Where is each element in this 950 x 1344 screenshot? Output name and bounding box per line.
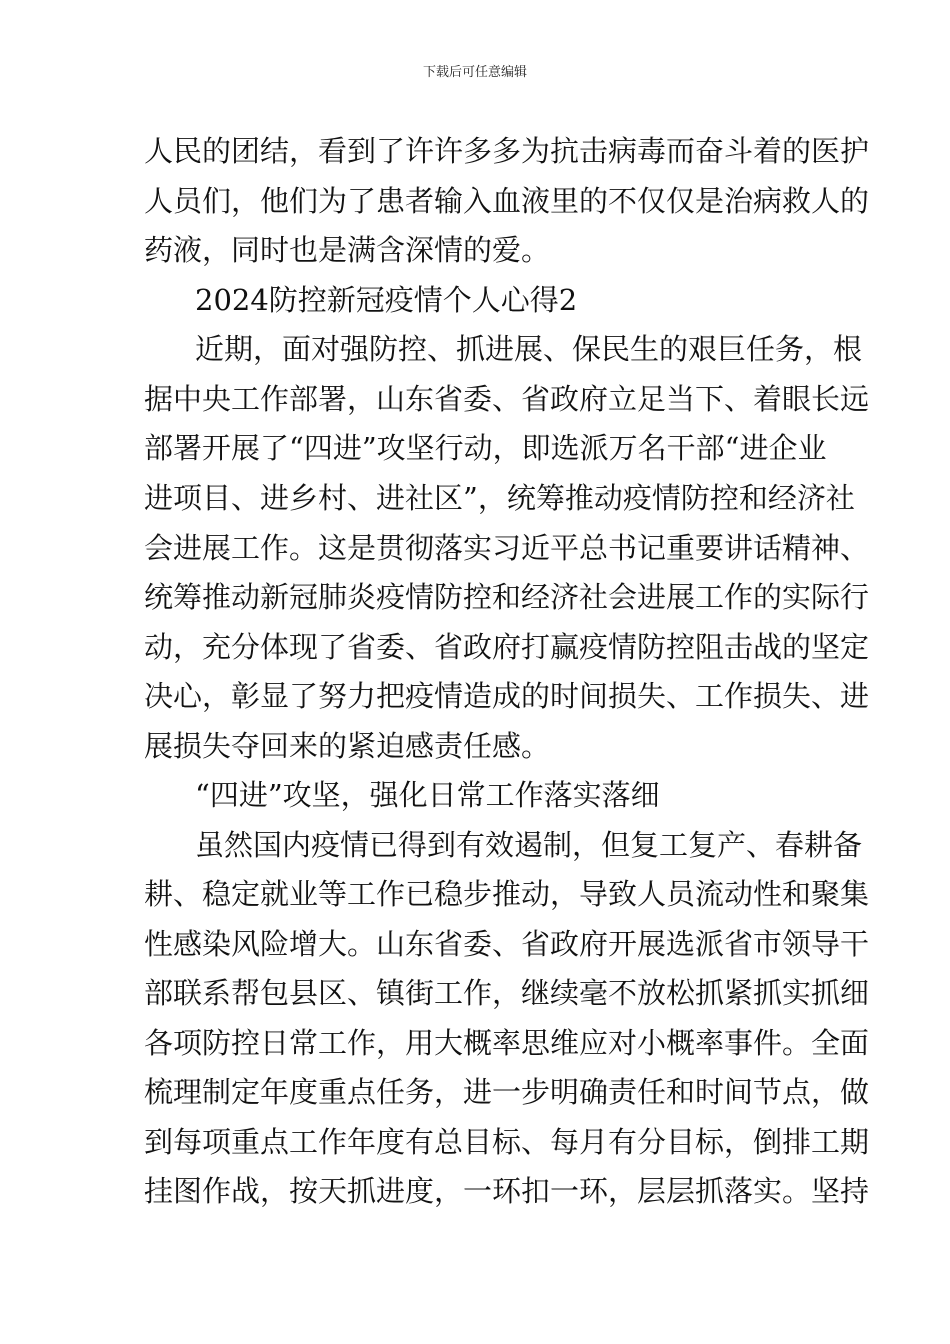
text-line: 梳理制定年度重点任务，进一步明确责任和时间节点，做 (144, 1075, 870, 1109)
text-line: 人员们，他们为了患者输入血液里的不仅仅是治病救人的 (144, 184, 870, 218)
text-line: 会进展工作。这是贯彻落实习近平总书记重要讲话精神、 (144, 531, 870, 565)
text-line: 耕、稳定就业等工作已稳步推动，导致人员流动性和聚集 (144, 877, 870, 911)
text-line: 性感染风险增大。山东省委、省政府开展选派省市领导干 (144, 927, 870, 961)
text-line: 各项防控日常工作，用大概率思维应对小概率事件。全面 (144, 1026, 870, 1060)
text-line: 进项目、进乡村、进社区”，统筹推动疫情防控和经济社 (144, 481, 855, 515)
text-line: 部署开展了“四进”攻坚行动，即选派万名干部“进企业 (144, 431, 827, 465)
text-line: 部联系帮包县区、镇街工作，继续毫不放松抓紧抓实抓细 (144, 976, 870, 1010)
text-line: 人民的团结，看到了许许多多为抗击病毒而奋斗着的医护 (144, 134, 870, 168)
text-line: 决心，彰显了努力把疫情造成的时间损失、工作损失、进 (144, 679, 870, 713)
page-header-note: 下载后可任意编辑 (422, 65, 527, 80)
section-heading: “四进”攻坚，强化日常工作落实落细 (195, 778, 660, 812)
text-line: 挂图作战，按天抓进度，一环扣一环，层层抓落实。坚持 (144, 1174, 870, 1208)
section-heading: 2024防控新冠疫情个人心得2 (195, 283, 578, 317)
text-line: 展损失夺回来的紧迫感责任感。 (144, 729, 551, 763)
text-line: 据中央工作部署，山东省委、省政府立足当下、着眼长远 (144, 382, 870, 416)
text-line: 统筹推动新冠肺炎疫情防控和经济社会进展工作的实际行 (144, 580, 870, 614)
text-line: 到每项重点工作年度有总目标、每月有分目标，倒排工期 (144, 1125, 870, 1159)
text-line: 近期，面对强防控、抓进展、保民生的艰巨任务，根 (195, 332, 863, 366)
text-line: 动，充分体现了省委、省政府打赢疫情防控阻击战的坚定 (144, 630, 870, 664)
text-line: 虽然国内疫情已得到有效遏制，但复工复产、春耕备 (195, 828, 863, 862)
text-line: 药液，同时也是满含深情的爱。 (144, 233, 551, 267)
